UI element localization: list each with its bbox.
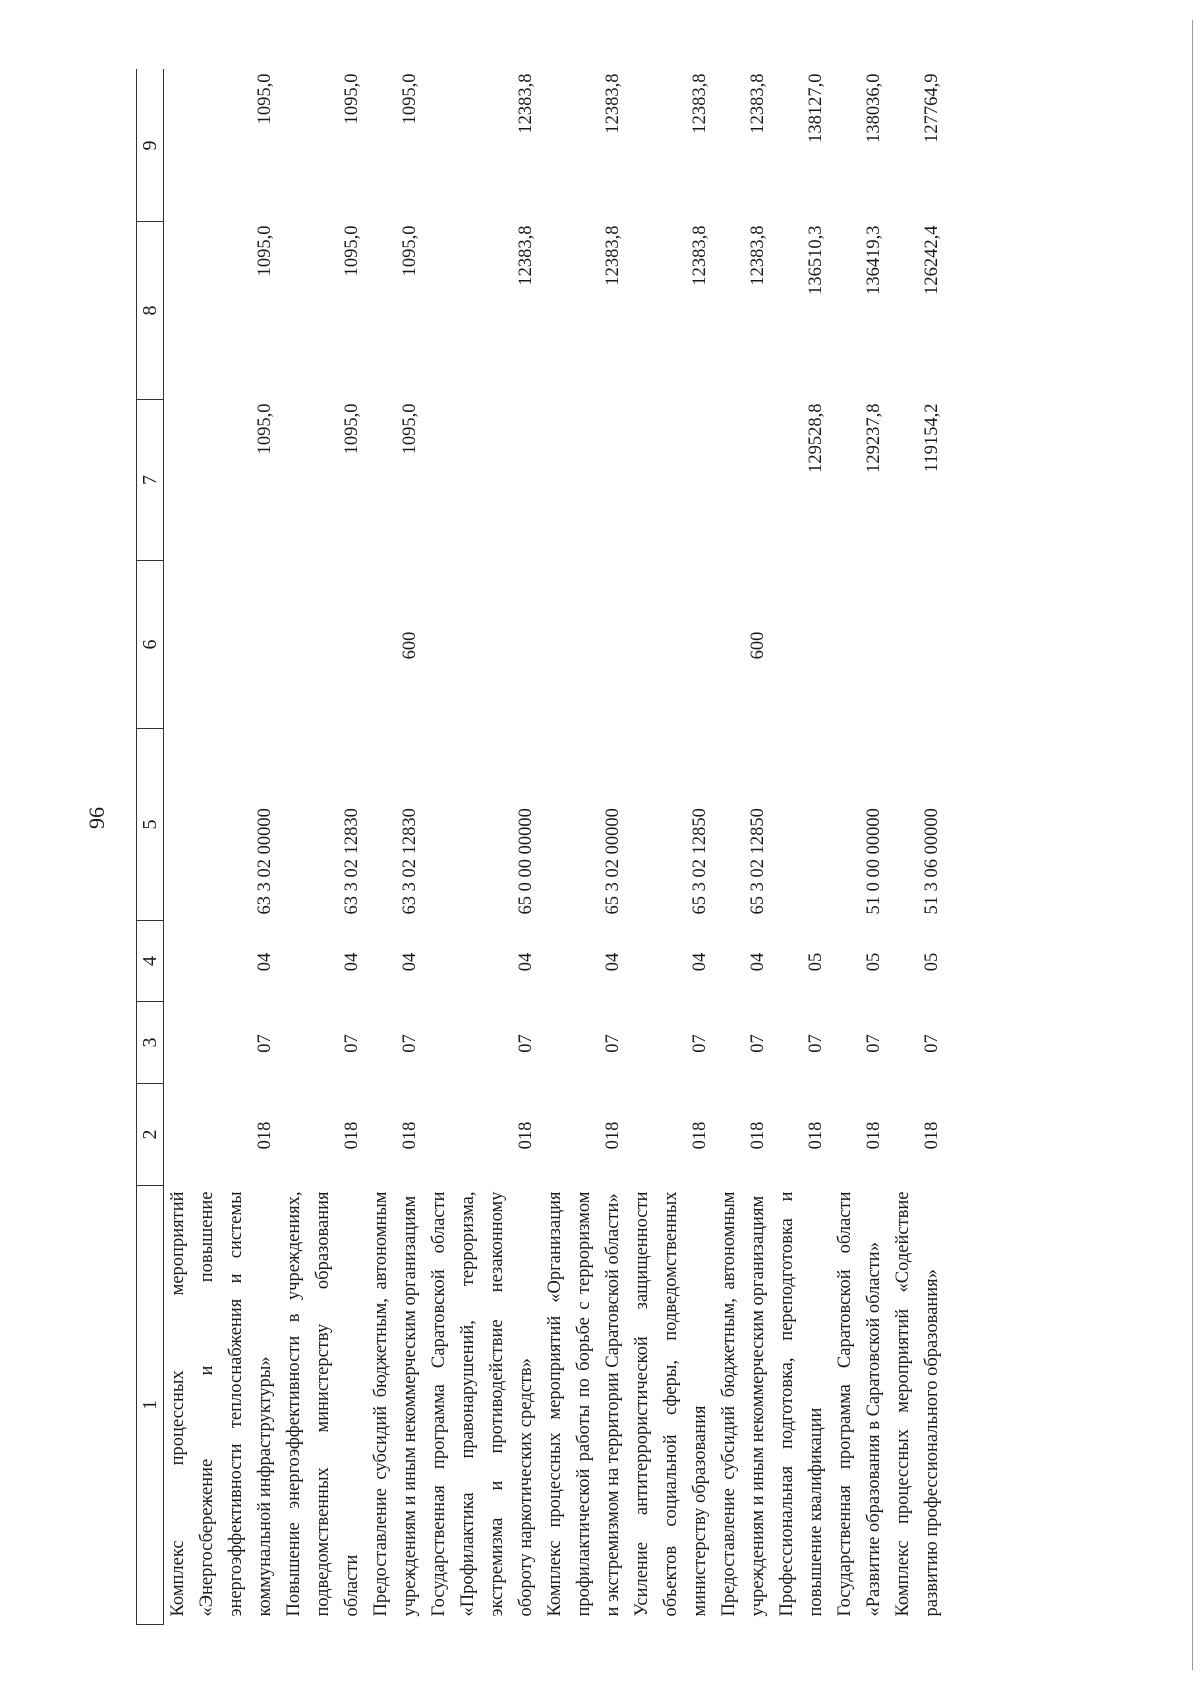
cell-target-article: 51 3 06 00000 — [922, 808, 942, 915]
cell-amount-year2: 12383,8 — [748, 225, 768, 286]
column-header-7: 7 — [137, 400, 164, 561]
cell-target-article: 65 3 02 12850 — [690, 808, 710, 915]
cell-subsection: 04 — [690, 952, 710, 972]
cell-subsection: 04 — [342, 952, 362, 972]
cell-expense-type — [164, 561, 281, 729]
cell-amount-year3: 127764,9 — [922, 73, 942, 143]
cell-amount-year3: 12383,8 — [690, 73, 710, 134]
cell-subsection: 05 — [864, 952, 884, 972]
cell-target-article: 65 3 02 00000 — [603, 808, 623, 915]
cell-amount-year1 — [628, 400, 715, 561]
column-header-6: 6 — [137, 561, 164, 729]
column-header-3: 3 — [137, 1002, 164, 1084]
cell-amount-year1 — [715, 400, 773, 561]
cell-ministry-code: 018 — [748, 1121, 768, 1150]
cell-section: 07 — [342, 1034, 362, 1053]
cell-section: 07 — [864, 1034, 884, 1053]
cell-amount-year3: 138127,0 — [806, 73, 826, 143]
cell-amount-year3: 1095,0 — [342, 73, 362, 125]
cell-ministry-code: 018 — [400, 1121, 420, 1150]
cell-amount-year2: 1095,0 — [255, 225, 275, 277]
row-name: Повышение энергоэффективности в учреждениях, подведомственных министерству образования области — [284, 1191, 362, 1617]
cell-subsection: 04 — [748, 952, 768, 972]
cell-target-article: 51 0 00 00000 — [864, 808, 884, 915]
cell-ministry-code: 018 — [255, 1121, 275, 1150]
rotated-table-wrapper — [136, 70, 1056, 1625]
cell-expense-type — [773, 561, 831, 729]
cell-expense-type: 600 — [400, 631, 420, 660]
cell-section: 07 — [516, 1034, 536, 1053]
table-row — [367, 70, 425, 1625]
table-row — [628, 70, 715, 1625]
cell-ministry-code: 018 — [603, 1121, 623, 1150]
table-row — [425, 70, 541, 1625]
cell-expense-type — [425, 561, 541, 729]
cell-section: 07 — [690, 1034, 710, 1053]
cell-section: 07 — [255, 1034, 275, 1053]
cell-amount-year3: 1095,0 — [400, 73, 420, 125]
cell-amount-year3: 12383,8 — [516, 73, 536, 134]
cell-amount-year2: 1095,0 — [342, 225, 362, 277]
column-header-1: 1 — [137, 1186, 164, 1625]
column-header-2: 2 — [137, 1084, 164, 1186]
cell-amount-year3: 12383,8 — [748, 73, 768, 134]
cell-target-article: 63 3 02 12830 — [342, 808, 362, 915]
cell-subsection: 04 — [603, 952, 623, 972]
cell-amount-year1 — [425, 400, 541, 561]
cell-ministry-code: 018 — [342, 1121, 362, 1150]
cell-amount-year3: 138036,0 — [864, 73, 884, 143]
row-name: Предоставление субсидий бюджетным, автономным учреждениям и иным некоммерческим организациям — [371, 1191, 420, 1617]
row-name: Государственная программа Саратовской области «Профилактика правонарушений, терроризма, экстремизма и противодействие незаконному обороту наркотических средств» — [429, 1191, 536, 1617]
cell-subsection: 05 — [922, 952, 942, 972]
cell-section: 07 — [806, 1034, 826, 1053]
cell-ministry-code: 018 — [516, 1121, 536, 1150]
cell-section: 07 — [922, 1034, 942, 1053]
cell-target-article: 65 3 02 12850 — [748, 808, 768, 915]
column-header-9: 9 — [137, 70, 164, 222]
cell-target-article — [773, 729, 831, 921]
cell-amount-year3: 12383,8 — [603, 73, 623, 134]
row-name: Комплекс процессных мероприятий «Содействие развитию профессионального образования» — [893, 1191, 942, 1617]
cell-expense-type — [280, 561, 367, 729]
table-row — [773, 70, 831, 1625]
table-row — [831, 70, 889, 1625]
cell-ministry-code: 018 — [922, 1121, 942, 1150]
row-name: Государственная программа Саратовской области «Развитие образования в Саратовской области» — [835, 1191, 884, 1617]
cell-ministry-code: 018 — [864, 1121, 884, 1150]
cell-amount-year1: 129528,8 — [806, 403, 826, 473]
cell-target-article: 63 3 02 12830 — [400, 808, 420, 915]
cell-subsection: 04 — [255, 952, 275, 972]
cell-expense-type — [889, 561, 947, 729]
row-name: Профессиональная подготовка, переподготовка и повышение квалификации — [777, 1191, 826, 1617]
cell-amount-year1: 1095,0 — [342, 403, 362, 455]
cell-amount-year3: 1095,0 — [255, 73, 275, 125]
cell-amount-year1: 1095,0 — [255, 403, 275, 455]
cell-section: 07 — [603, 1034, 623, 1053]
cell-amount-year2: 126242,4 — [922, 225, 942, 295]
column-header-5: 5 — [137, 729, 164, 921]
cell-amount-year1 — [541, 400, 628, 561]
cell-amount-year1: 129237,8 — [864, 403, 884, 473]
row-name: Усиление антитеррористической защищенности объектов социальной сферы, подведомственных министерству образования — [632, 1191, 710, 1617]
cell-subsection: 04 — [516, 952, 536, 972]
table-header — [137, 70, 164, 1625]
table-row — [889, 70, 947, 1625]
cell-target-article: 65 0 00 00000 — [516, 808, 536, 915]
table-row — [280, 70, 367, 1625]
cell-amount-year2: 136419,3 — [864, 225, 884, 295]
cell-amount-year2: 12383,8 — [516, 225, 536, 286]
cell-subsection: 04 — [400, 952, 420, 972]
page-number: 96 — [84, 807, 109, 829]
row-name: Комплекс процессных мероприятий «Энергосбережение и повышение энергоэффективности теплоснабжения и системы коммунальной инфраструктуры» — [168, 1191, 275, 1617]
table-row — [541, 70, 628, 1625]
cell-amount-year1: 1095,0 — [400, 403, 420, 455]
cell-amount-year2: 12383,8 — [690, 225, 710, 286]
budget-table — [136, 69, 947, 1625]
page-edge-line — [1192, 20, 1193, 1670]
cell-amount-year1: 119154,2 — [922, 403, 942, 473]
cell-ministry-code: 018 — [806, 1121, 826, 1150]
cell-section: 07 — [748, 1034, 768, 1053]
column-header-4: 4 — [137, 921, 164, 1002]
cell-amount-year2: 1095,0 — [400, 225, 420, 277]
table-body — [164, 70, 948, 1625]
cell-amount-year2: 136510,3 — [806, 225, 826, 295]
table-row — [715, 70, 773, 1625]
column-header-8: 8 — [137, 222, 164, 400]
cell-expense-type — [831, 561, 889, 729]
cell-section: 07 — [400, 1034, 420, 1053]
cell-subsection: 05 — [806, 952, 826, 972]
cell-ministry-code: 018 — [690, 1121, 710, 1150]
cell-expense-type — [628, 561, 715, 729]
cell-expense-type — [541, 561, 628, 729]
cell-target-article: 63 3 02 00000 — [255, 808, 275, 915]
row-name: Комплекс процессных мероприятий «Организация профилактической работы по борьбе с терроризмом и экстремизмом на территории Саратовской области» — [545, 1191, 623, 1617]
row-name: Предоставление субсидий бюджетным, автономным учреждениям и иным некоммерческим организациям — [719, 1191, 768, 1617]
cell-expense-type: 600 — [748, 631, 768, 660]
table-row — [164, 70, 281, 1625]
cell-amount-year2: 12383,8 — [603, 225, 623, 286]
